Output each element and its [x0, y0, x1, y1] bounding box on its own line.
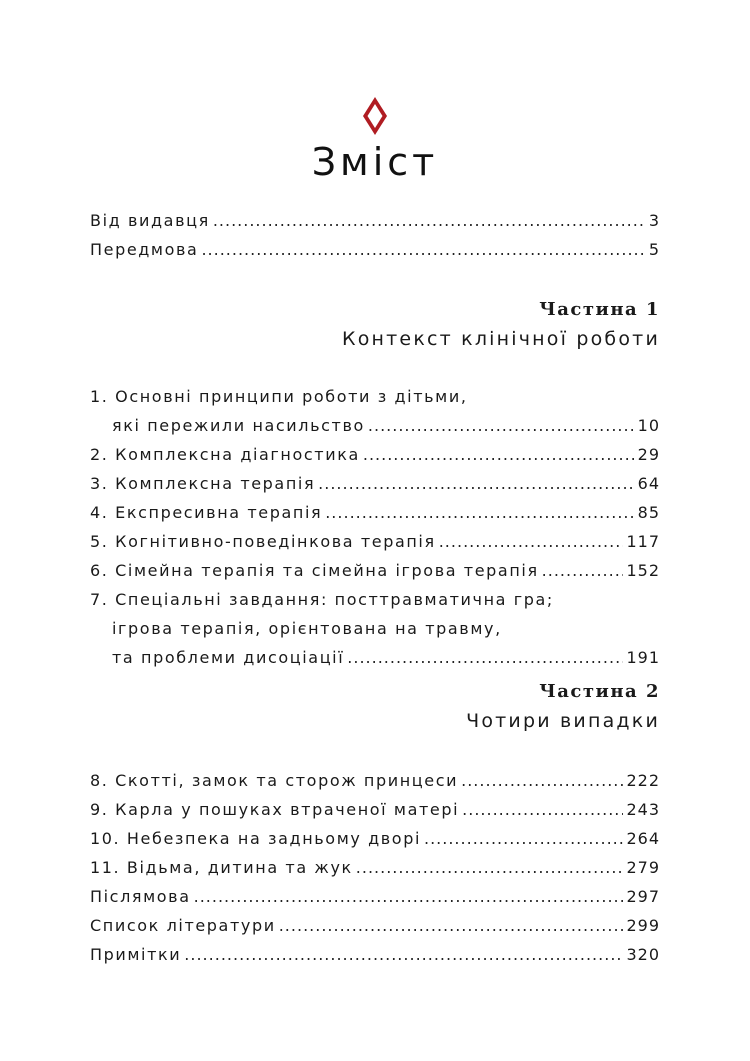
toc-entry-page: 243: [626, 800, 660, 819]
toc-entry-chapter-7: [90, 643, 660, 672]
toc-entry-afterword: [90, 882, 660, 911]
part1-title: Контекст клінічної роботи: [342, 328, 660, 350]
toc-entry-page: 10: [637, 416, 660, 435]
toc-entry-chapter-10: [90, 824, 660, 853]
toc-entry-chapter-2: [90, 440, 660, 469]
part2-title: Чотири випадки: [466, 710, 660, 732]
toc-entry-line: 1. Основні принципи роботи з дітьми,: [90, 387, 468, 406]
dot-leader: [347, 643, 623, 672]
part2-heading: [466, 678, 660, 736]
toc-entry-label: 5. Когнітивно-поведінкова терапія: [90, 532, 436, 551]
dot-leader: [194, 882, 624, 911]
dot-leader: [184, 940, 623, 969]
dot-leader: [368, 411, 635, 440]
toc-entry-chapter-1: [90, 411, 660, 440]
dot-leader: [542, 556, 624, 585]
toc-entry-preface: [90, 235, 660, 264]
toc-entry-page: 320: [626, 945, 660, 964]
part2-number: Частина 2: [539, 681, 660, 702]
toc-entry-chapter-4: [90, 498, 660, 527]
front-matter-list: [90, 206, 660, 264]
dot-leader: [363, 440, 635, 469]
toc-entry-label: 9. Карла у пошуках втраченої матері: [90, 800, 460, 819]
toc-entry-page: 5: [648, 240, 660, 259]
toc-entry-page: 117: [626, 532, 660, 551]
toc-entry-page: 297: [626, 887, 660, 906]
dot-leader: [424, 824, 623, 853]
toc-entry-label: 11. Відьма, дитина та жук: [90, 858, 353, 877]
toc-entry-line: ігрова терапія, орієнтована на травму,: [112, 619, 502, 638]
toc-entry-label: та проблеми дисоціації: [112, 648, 345, 667]
toc-entry-page: 299: [626, 916, 660, 935]
toc-entry-label: які пережили насильство: [112, 416, 365, 435]
dot-leader: [279, 911, 624, 940]
toc-entry-chapter-3: [90, 469, 660, 498]
toc-entry-chapter-6: [90, 556, 660, 585]
toc-entry-publisher: [90, 206, 660, 235]
toc-entry-label: 3. Комплексна терапія: [90, 474, 316, 493]
toc-entry-label: Примітки: [90, 945, 182, 964]
toc-entry-references: [90, 911, 660, 940]
toc-entry-label: Передмова: [90, 240, 199, 259]
diamond-ornament-icon: [362, 96, 388, 136]
toc-entry-page: 29: [637, 445, 660, 464]
toc-entry-label: Від видавця: [90, 211, 210, 230]
dot-leader: [318, 469, 634, 498]
toc-entry-chapter-8: [90, 766, 660, 795]
part1-heading: [342, 296, 660, 354]
toc-entry-chapter-5: [90, 527, 660, 556]
dot-leader: [325, 498, 634, 527]
dot-leader: [213, 206, 646, 235]
dot-leader: [356, 853, 624, 882]
toc-entry-page: 264: [626, 829, 660, 848]
part2-list: [90, 766, 660, 969]
toc-entry-page: 191: [626, 648, 660, 667]
toc-entry-label: 8. Скотті, замок та сторож принцеси: [90, 771, 459, 790]
toc-entry-label: 6. Сімейна терапія та сімейна ігрова терапія: [90, 561, 539, 580]
toc-entry-page: 3: [648, 211, 660, 230]
toc-entry-page: 222: [626, 771, 660, 790]
toc-entry-label: 2. Комплексна діагностика: [90, 445, 360, 464]
toc-entry-notes: [90, 940, 660, 969]
toc-entry-page: 85: [637, 503, 660, 522]
toc-entry-page: 64: [637, 474, 660, 493]
toc-entry-label: 4. Експресивна терапія: [90, 503, 323, 522]
toc-entry-label: 10. Небезпека на задньому дворі: [90, 829, 421, 848]
dot-leader: [462, 795, 623, 824]
toc-entry-chapter-9: [90, 795, 660, 824]
part1-number: Частина 1: [539, 299, 660, 320]
dot-leader: [461, 766, 623, 795]
toc-entry-label: Післямова: [90, 887, 191, 906]
toc-entry-page: 279: [626, 858, 660, 877]
part1-list: [90, 382, 660, 672]
toc-entry-chapter-11: [90, 853, 660, 882]
toc-entry-page: 152: [626, 561, 660, 580]
toc-entry-label: Список літератури: [90, 916, 276, 935]
dot-leader: [201, 235, 645, 264]
toc-entry-line: 7. Спеціальні завдання: посттравматична гра;: [90, 590, 554, 609]
page-title: Зміст: [311, 140, 439, 184]
dot-leader: [439, 527, 624, 556]
